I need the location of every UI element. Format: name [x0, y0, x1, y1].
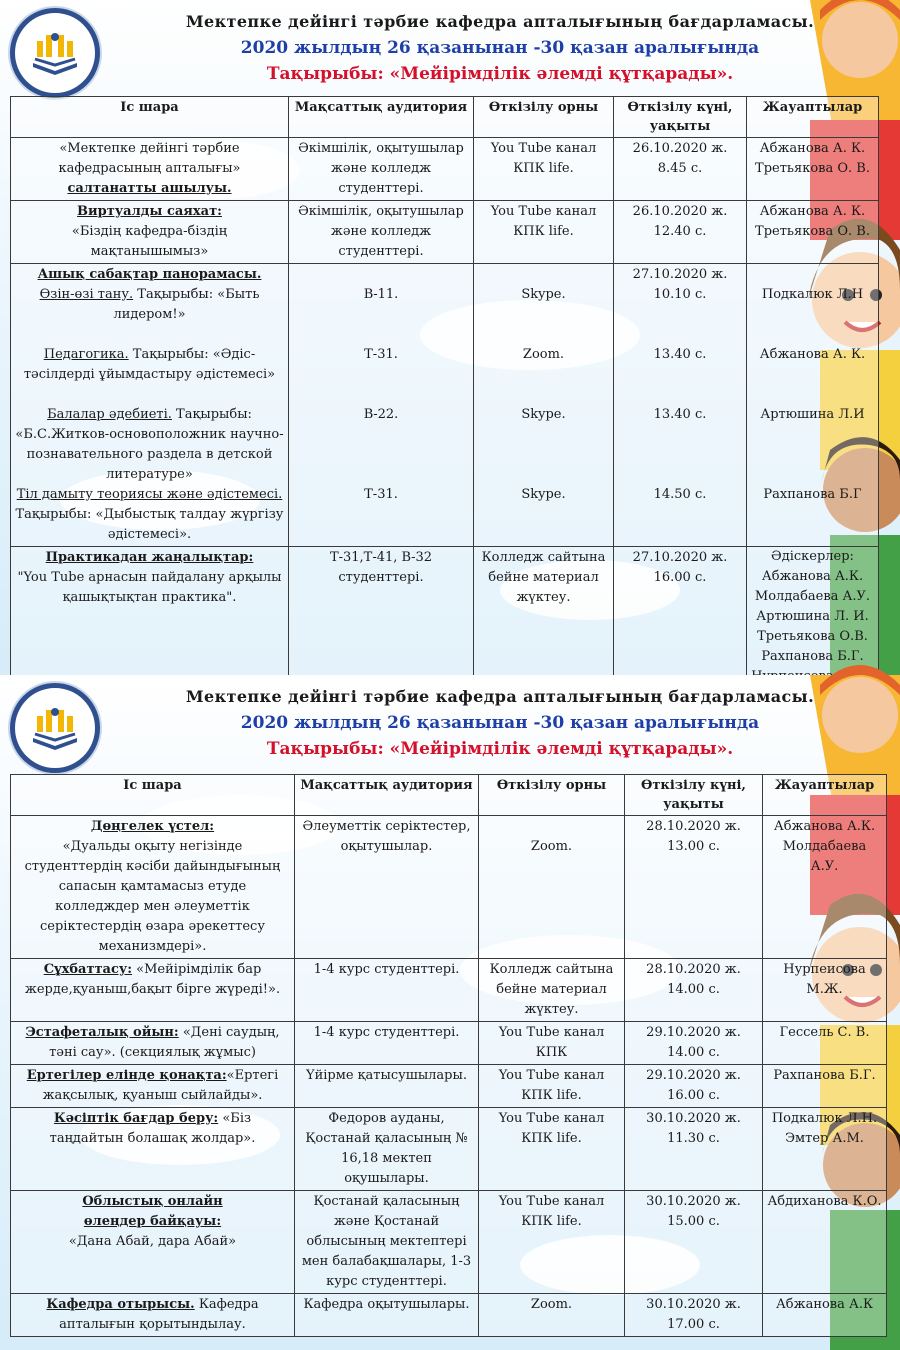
- table-row: [11, 816, 887, 959]
- theme-title: Тақырыбы: «Мейірімділік әлемді құтқарады».: [266, 739, 734, 759]
- audience-cell: В-11. Т-31. В-22. Т-31.: [289, 264, 474, 547]
- column-header-datetime: Өткізілу күні, уақыты: [625, 775, 763, 816]
- column-header-place: Өткізілу орны: [479, 775, 625, 816]
- audience-cell: Үйірме қатысушылары.: [295, 1065, 479, 1108]
- table-row: [11, 547, 879, 688]
- responsible-cell: Абжанова А.К. Молдабаева А.У.: [763, 816, 887, 959]
- datetime-cell: 29.10.2020 ж. 14.00 с.: [625, 1022, 763, 1065]
- event-cell: «Мектепке дейінгі тәрбие кафедрасының апталығы» салтанатты ашылуы.: [11, 138, 289, 201]
- column-header-responsible: Жауаптылар: [747, 97, 879, 138]
- table-row: [11, 959, 887, 1022]
- place-cell: Skype. Zoom. Skype. Skype.: [474, 264, 614, 547]
- responsible-cell: Подкалюк Л.Н Абжанова А. К. Артюшина Л.И Рахпанова Б.Г: [747, 264, 879, 547]
- schedule-table-2: [10, 774, 887, 1337]
- audience-cell: 1-4 курс студенттері.: [295, 1022, 479, 1065]
- table-row: [11, 1108, 887, 1191]
- place-cell: You Tube канал КПК life.: [479, 1108, 625, 1191]
- event-cell: Кафедра отырысы. Кафедра апталығын қорытындылау.: [11, 1294, 295, 1337]
- event-cell: Эстафеталық ойын: «Дені саудың, тәні сау». (секциялық жұмыс): [11, 1022, 295, 1065]
- datetime-cell: 26.10.2020 ж. 8.45 с.: [614, 138, 747, 201]
- audience-cell: Кафедра оқытушылары.: [295, 1294, 479, 1337]
- responsible-cell: Абжанова А. К. Третьякова О. В.: [747, 138, 879, 201]
- college-logo-icon: [10, 8, 100, 98]
- place-cell: You Tube канал КПК life.: [479, 1065, 625, 1108]
- date-range: 2020 жылдың 26 қазанынан -30 қазан аралығында: [240, 713, 760, 733]
- event-cell: Ашық сабақтар панорамасы. Өзін-өзі тану. Тақырыбы: «Быть лидером!» Педагогика. Тақырыбы: «Әдіс-тәсілдерді ұйымдастыру әдістемесі» Балалар әдебиеті. Тақырыбы: «Б.С.Житков-основоположник научно-познавательного раздела в детской литературе» Тіл дамыту теориясы және әдістемесі. Тақырыбы: «Дыбыстық талдау жүргізу әдістемесі».: [11, 264, 289, 547]
- page-title: Мектепке дейінгі тәрбие кафедра апталығының бағдарламасы.: [185, 687, 815, 706]
- place-cell: Zoom.: [479, 816, 625, 959]
- audience-cell: Әлеуметтік серіктестер, оқытушылар.: [295, 816, 479, 959]
- responsible-cell: Рахпанова Б.Г.: [763, 1065, 887, 1108]
- responsible-cell: Нурпеисова М.Ж.: [763, 959, 887, 1022]
- column-header-audience: Мақсаттық аудитория: [289, 97, 474, 138]
- datetime-cell: 26.10.2020 ж. 12.40 с.: [614, 201, 747, 264]
- place-cell: Колледж сайтына бейне материал жүктеу.: [479, 959, 625, 1022]
- table-row: [11, 264, 879, 547]
- audience-cell: Т-31,Т-41, В-32 студенттері.: [289, 547, 474, 688]
- event-cell: Облыстық онлайн өлеңдер байқауы: «Дана Абай, дара Абай»: [11, 1191, 295, 1294]
- event-cell: Виртуалды саяхат: «Біздің кафедра-біздің мақтанышымыз»: [11, 201, 289, 264]
- place-cell: Zoom.: [479, 1294, 625, 1337]
- audience-cell: Әкімшілік, оқытушылар және колледж студенттері.: [289, 138, 474, 201]
- datetime-cell: 27.10.2020 ж. 10.10 с. 13.40 с. 13.40 с. 14.50 с.: [614, 264, 747, 547]
- table-row: [11, 201, 879, 264]
- event-cell: Дөңгелек үстел: «Дуальды оқыту негізінде студенттердің кәсіби дайындығының сапасын қамтамасыз етуде колледждер мен әлеуметтік серіктестердің өзара әрекеттесу механизмдері».: [11, 816, 295, 959]
- datetime-cell: 28.10.2020 ж. 14.00 с.: [625, 959, 763, 1022]
- table-row: [11, 138, 879, 201]
- column-header-event: Іс шара: [11, 775, 295, 816]
- responsible-cell: Гессель С. В.: [763, 1022, 887, 1065]
- page-title: Мектепке дейінгі тәрбие кафедра апталығының бағдарламасы.: [185, 12, 815, 31]
- datetime-cell: 29.10.2020 ж. 16.00 с.: [625, 1065, 763, 1108]
- event-cell: Сұхбаттасу: «Мейірімділік бар жерде,қуаныш,бақыт бірге жүреді!».: [11, 959, 295, 1022]
- place-cell: You Tube канал КПК life.: [474, 201, 614, 264]
- audience-cell: 1-4 курс студенттері.: [295, 959, 479, 1022]
- column-header-responsible: Жауаптылар: [763, 775, 887, 816]
- responsible-cell: Абжанова А.К: [763, 1294, 887, 1337]
- responsible-cell: Абдиханова К.О.: [763, 1191, 887, 1294]
- place-cell: You Tube канал КПК: [479, 1022, 625, 1065]
- datetime-cell: 28.10.2020 ж. 13.00 с.: [625, 816, 763, 959]
- theme-title: Тақырыбы: «Мейірімділік әлемді құтқарады».: [266, 64, 734, 84]
- column-header-datetime: Өткізілу күні, уақыты: [614, 97, 747, 138]
- table-header-row: [11, 97, 879, 138]
- table-row: [11, 1065, 887, 1108]
- event-cell: Ертегілер елінде қонақта:«Ертегі жақсылық, қуаныш сыйлайды».: [11, 1065, 295, 1108]
- table-header-row: [11, 775, 887, 816]
- column-header-event: Іс шара: [11, 97, 289, 138]
- table-row: [11, 1191, 887, 1294]
- schedule-table-1: [10, 96, 879, 688]
- audience-cell: Федоров ауданы, Қостанай қаласының № 16,18 мектеп оқушылары.: [295, 1108, 479, 1191]
- college-logo-icon: [10, 683, 100, 773]
- datetime-cell: 27.10.2020 ж. 16.00 с.: [614, 547, 747, 688]
- date-range: 2020 жылдың 26 қазанынан -30 қазан аралығында: [240, 38, 760, 58]
- column-header-place: Өткізілу орны: [474, 97, 614, 138]
- datetime-cell: 30.10.2020 ж. 15.00 с.: [625, 1191, 763, 1294]
- table-row: [11, 1294, 887, 1337]
- table-row: [11, 1022, 887, 1065]
- place-cell: You Tube канал КПК life.: [479, 1191, 625, 1294]
- place-cell: You Tube канал КПК life.: [474, 138, 614, 201]
- schedule-sheet-2: [0, 675, 900, 1350]
- audience-cell: Әкімшілік, оқытушылар және колледж студенттері.: [289, 201, 474, 264]
- responsible-cell: Подкалюк Л.Н. Эмтер А.М.: [763, 1108, 887, 1191]
- responsible-cell: Әдіскерлер: Абжанова А.К. Молдабаева А.У. Артюшина Л. И. Третьякова О.В. Рахпанова Б.Г.: [747, 547, 879, 688]
- responsible-cell: Абжанова А. К. Третьякова О. В.: [747, 201, 879, 264]
- event-cell: Практикадан жаңалықтар: "You Tube арнасын пайдалану арқылы қашықтықтан практика".: [11, 547, 289, 688]
- datetime-cell: 30.10.2020 ж. 17.00 с.: [625, 1294, 763, 1337]
- audience-cell: Қостанай қаласының және Қостанай облысының мектептері мен балабақшалары, 1-3 курс студенттері.: [295, 1191, 479, 1294]
- place-cell: Колледж сайтына бейне материал жүктеу.: [474, 547, 614, 688]
- column-header-audience: Мақсаттық аудитория: [295, 775, 479, 816]
- event-cell: Кәсіптік бағдар беру: «Біз таңдайтын болашақ жолдар».: [11, 1108, 295, 1191]
- datetime-cell: 30.10.2020 ж. 11.30 с.: [625, 1108, 763, 1191]
